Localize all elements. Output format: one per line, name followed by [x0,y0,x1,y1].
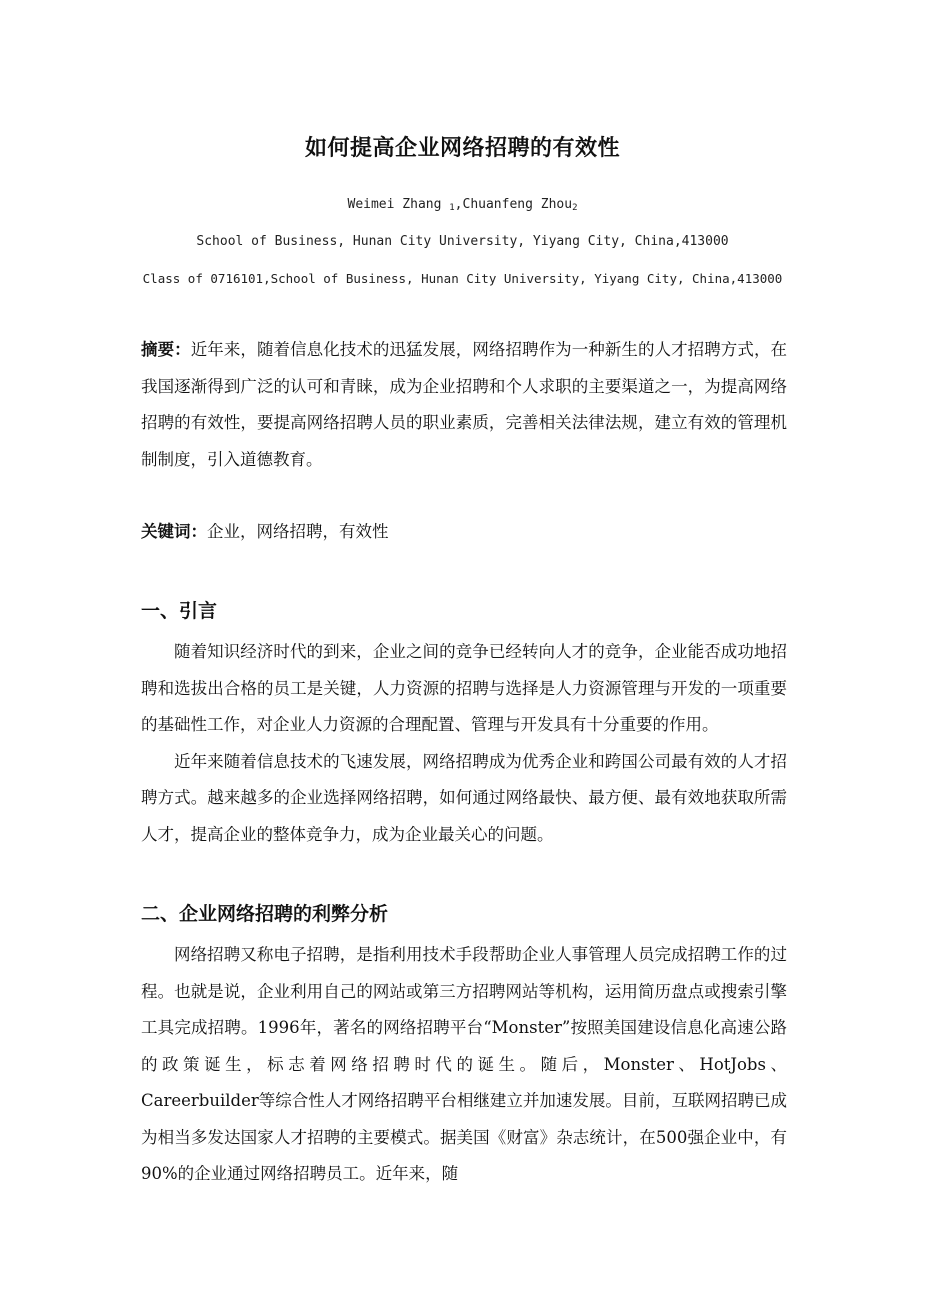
section-2-body [141,937,787,1193]
keywords [141,514,787,551]
abstract-text: 近年来，随着信息化技术的迅猛发展，网络招聘作为一种新生的人才招聘方式，在我国逐渐得到广泛的认可和青睐，成为企业招聘和个人求职的主要渠道之一，为提高网络招聘的有效性，要提高网络招聘人员的职业素质，完善相关法律法规，建立有效的管理机制制度，引入道德教育。 [141,340,788,469]
author-2: Chuanfeng Zhou [462,197,573,212]
abstract-label: 摘要： [141,340,191,359]
keywords-text: 企业，网络招聘，有效性 [207,522,389,541]
section-1-paragraph-2: 近年来随着信息技术的飞速发展，网络招聘成为优秀企业和跨国公司最有效的人才招聘方式。越来越多的企业选择网络招聘，如何通过网络最快、最方便、最有效地获取所需人才，提高企业的整体竞争力，成为企业最关心的问题。 [141,751,787,844]
section-1-heading: 一、引言 [141,600,218,622]
author-line [0,196,925,217]
section-1-paragraph-1: 随着知识经济时代的到来，企业之间的竞争已经转向人才的竞争，企业能否成功地招聘和选拔出合格的员工是关键，人力资源的招聘与选择是人力资源管理与开发的一项重要的基础性工作，对企业人力资源的合理配置、管理与开发具有十分重要的作用。 [141,642,787,734]
section-1-body [141,634,787,853]
section-2-heading: 二、企业网络招聘的利弊分析 [141,903,389,925]
affiliation-1: School of Business, Hunan City University, Yiyang City, China,413000 [196,234,729,249]
author-1: Weimei Zhang [347,197,442,212]
author-1-affiliation-mark: 1 [449,203,455,213]
author-separator: , [454,197,463,212]
section-2-paragraph-1: 网络招聘又称电子招聘，是指利用技术手段帮助企业人事管理人员完成招聘工作的过程。也就是说，企业利用自己的网站或第三方招聘网站等机构，运用简历盘点或搜索引擎工具完成招聘。1996年，著名的网络招聘平台“Monster”按照美国建设信息化高速公路的政策诞生，标志着网络招聘时代的诞生。随后，Monster、HotJobs、Careerbuilder等综合性人才网络招聘平台相继建立并加速发展。目前，互联网招聘已成为相当多发达国家人才招聘的主要模式。据美国《财富》杂志统计，在500强企业中，有90%的企业通过网络招聘员工。近年来，随 [141,945,787,1183]
affiliation-2: Class of 0716101,School of Business, Hunan City University, Yiyang City, China,413000 [142,271,783,286]
abstract [141,332,787,478]
author-2-affiliation-mark: 2 [572,203,578,213]
paper-title: 如何提高企业网络招聘的有效性 [304,136,620,161]
keywords-label: 关键词： [141,522,207,541]
